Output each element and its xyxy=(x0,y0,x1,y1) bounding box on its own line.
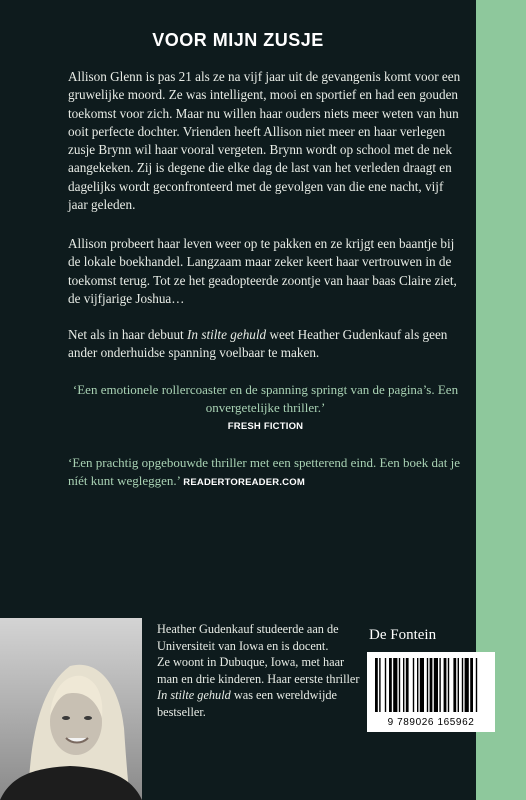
bio-text: Heather Gudenkauf studeerde aan de Universiteit van Iowa en is docent. xyxy=(157,622,339,653)
barcode-bar xyxy=(465,658,469,712)
blurb-text: weet Heather Gudenkauf als geen ander onderhuidse spanning voelbaar te maken. xyxy=(68,327,448,361)
author-bio xyxy=(157,621,367,720)
barcode-bar xyxy=(420,658,424,712)
author-portrait-illustration xyxy=(0,618,142,800)
barcode-bar xyxy=(470,658,473,712)
isbn-barcode xyxy=(367,652,495,732)
barcode-bar xyxy=(476,658,477,712)
publisher-name: De Fontein xyxy=(369,627,437,643)
barcode-bar xyxy=(453,658,456,712)
blurb-paragraph-2: Allison probeert haar leven weer op te pakken en ze krijgt een baantje bij de lokale boekhandel. Langzaam maar zeker keert haar vertrouwen in de toekomst terug. Tot ze het geadopteerde zoontje van haar baas Claire ziet, de vijfjarige Joshua… xyxy=(68,236,457,306)
quote-source: FRESH FICTION xyxy=(227,421,304,432)
quote-text: ‘Een prachtig opgebouwde thriller met een spetterend eind. Een boek dat je níét kunt wegleggen.’ xyxy=(68,455,461,488)
barcode-bar xyxy=(393,658,397,712)
review-quote-2 xyxy=(68,454,463,492)
bio-text: Ze woont in Dubuque, Iowa, met haar man en drie kinderen. Haar eerste thriller xyxy=(157,655,360,686)
barcode-bar xyxy=(458,658,459,712)
quote-source: READERTOREADER.COM xyxy=(183,477,305,488)
barcode-bar xyxy=(430,658,433,712)
barcode-bar xyxy=(448,658,449,712)
barcode-bar xyxy=(389,658,392,712)
blurb-text: Net als in haar debuut xyxy=(68,327,188,342)
barcode-bar xyxy=(403,658,404,712)
barcode-bar xyxy=(439,658,440,712)
blurb-paragraph-3 xyxy=(68,326,463,363)
barcode-bar xyxy=(406,658,409,712)
book-title: VOOR MIJN ZUSJE xyxy=(152,30,324,50)
debut-title: In stilte gehuld xyxy=(187,327,267,342)
blurb-paragraph-1: Allison Glenn is pas 21 als ze na vijf jaar uit de gevangenis komt voor een gruwelijke moord. Ze was intelligent, mooi en sportief en had een gouden toekomst voor zich. Maar nu willen haar ouders niets meer weten van hun ooit perfecte dochter. Vrienden heeft Allison niet meer en haar verlegen zusje Brynn wil haar vooral vergeten. Brynn wordt op school met de nek aangekeken. Zij is degene die elke dag de last van het verleden draagt en dagelijks wordt geconfronteerd met de gevolgen van die ene nacht, vijf jaar geleden. xyxy=(68,69,461,213)
barcode-bar xyxy=(379,658,380,712)
isbn-number: 9 789026 165962 xyxy=(387,717,475,728)
barcode-bar xyxy=(385,658,386,712)
barcode-bar xyxy=(444,658,447,712)
barcode-bar xyxy=(417,658,418,712)
barcode-bar xyxy=(434,658,438,712)
bio-text: was een wereldwijde bestseller. xyxy=(157,688,337,719)
author-photo xyxy=(0,618,142,800)
barcode-bar xyxy=(399,658,400,712)
bio-book-title: In stilte gehuld xyxy=(157,688,231,702)
quote-text: ‘Een emotionele rollercoaster en de spanning springt van de pagina’s. Een onvergetelijke thriller.’ xyxy=(72,382,459,415)
barcode-bars xyxy=(367,652,495,714)
barcode-bar xyxy=(413,658,414,712)
review-quote-1 xyxy=(68,381,463,436)
barcode-bar xyxy=(427,658,428,712)
barcode-bar xyxy=(375,658,378,712)
barcode-bar xyxy=(462,658,463,712)
